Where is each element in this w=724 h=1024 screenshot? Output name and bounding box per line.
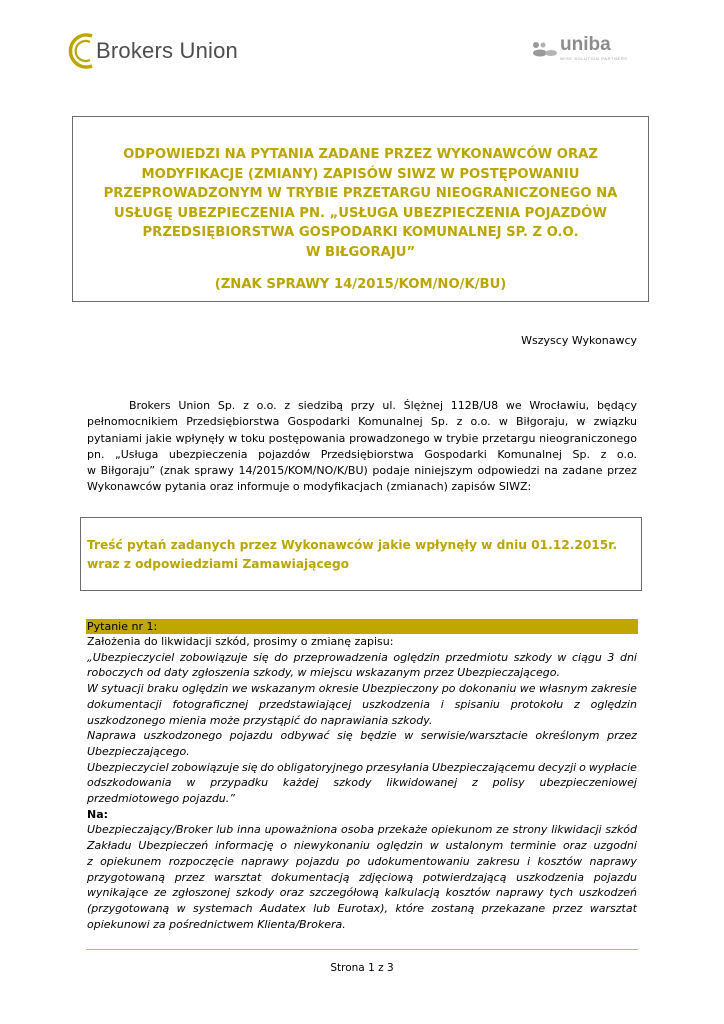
title-line: ODPOWIEDZI NA PYTANIA ZADANE PRZEZ WYKONAWCÓW ORAZ: [123, 147, 598, 162]
uniba-logo-text: uniba: [560, 34, 611, 55]
uniba-logo-tagline: WISE SOLUTION PARTNERS: [560, 56, 628, 61]
uniba-logo-mark-icon: [532, 41, 558, 57]
question-line: przedmiotowego pojazdu.”: [87, 792, 235, 806]
intro-line: w Biłgoraju” (znak sprawy 14/2015/KOM/NO/K/BU) podaje niniejszym odpowiedzi na zadane przez: [87, 464, 637, 478]
title-line: MODYFIKACJE (ZMIANY) ZAPISÓW SIWZ W POSTĘPOWANIU: [141, 166, 580, 182]
intro-line: pn. „Usługa ubezpieczenia pojazdów Przedsiębiorstwa Gospodarki Komunalnej Sp. z o.o.: [87, 447, 637, 461]
question-line: Założenia do likwidacji szkód, prosimy o zmianę zapisu:: [87, 635, 394, 648]
brokers-union-logo-mark-icon: [66, 32, 96, 70]
page-number: Strona 1 z 3: [330, 962, 394, 974]
question-body: [87, 634, 637, 932]
questions-heading: [87, 536, 617, 573]
intro-paragraph: [87, 398, 637, 496]
brokers-union-logo-text: Brokers Union: [96, 38, 238, 63]
question-line: Ubezpieczającego.: [87, 744, 190, 758]
title-line: USŁUGĘ UBEZPIECZENIA PN. „USŁUGA UBEZPIECZENIA POJAZDÓW: [114, 205, 607, 221]
question-line: odszkodowania w przypadku każdej szkody likwidowanej z polisy ubezpieczeniowej: [87, 776, 637, 790]
answer-line: z opiekunem rozpoczęcie naprawy pojazdu po udokumentowaniu zakresu i kosztów naprawy: [87, 854, 637, 868]
brokers-union-logo: [66, 32, 236, 70]
title-line: PRZEPROWADZONYM W TRYBIE PRZETARGU NIEOGRANICZONEGO NA: [103, 186, 618, 202]
question-line: W sytuacji braku oględzin we wskazanym okresie Ubezpieczony po dokonaniu we własnym zakresie: [87, 682, 637, 696]
intro-line: Wykonawców pytania oraz informuje o modyfikacjach (zmianach) zapisów SIWZ:: [87, 480, 532, 494]
answer-line: przygotowaną przez warsztat dokumentacją zdjęciową potwierdzającą uszkodzenia pojazdu: [87, 870, 637, 884]
question-heading-bar: Pytanie nr 1:: [86, 619, 638, 634]
title-line: W BIŁGORAJU”: [305, 244, 416, 260]
questions-heading-line: wraz z odpowiedziami Zamawiającego: [87, 556, 350, 571]
intro-line: pełnomocnikiem Przedsiębiorstwa Gospodarki Komunalnej Sp. z o.o. w Biłgoraju, w związku: [87, 415, 637, 429]
title-line: PRZEDSIĘBIORSTWA GOSPODARKI KOMUNALNEJ SP. Z O.O.: [142, 225, 579, 241]
questions-heading-line: Treść pytań zadanych przez Wykonawców jakie wpłynęły w dniu 01.12.2015r.: [87, 538, 618, 552]
question-line: „Ubezpieczyciel zobowiązuje się do przeprowadzenia oględzin przedmiotu szkody w ciągu 3 dni: [87, 650, 637, 664]
question-line: Naprawa uszkodzonego pojazdu odbywać się będzie w serwisie/warsztacie określonym przez: [87, 729, 637, 743]
footer-divider: [86, 949, 638, 950]
answer-label: Na:: [87, 807, 109, 821]
answer-line: Ubezpieczający/Broker lub inna upoważniona osoba przekaże opiekunom ze strony likwidacji szkód: [87, 823, 637, 837]
answer-line: (przygotowaną w systemach Audatex lub Eurotax), które zostaną przekazane przez warsztat: [87, 901, 637, 915]
question-line: uszkodzonego mienia może przystąpić do naprawiania szkody.: [87, 713, 433, 727]
question-line: dokumentacji fotograficznej przedstawiającej uszkodzenia i spisaniu protokołu z oględzin: [87, 697, 637, 711]
intro-line: Brokers Union Sp. z o.o. z siedzibą przy ul. Ślężnej 112B/U8 we Wrocławiu, będący: [129, 399, 637, 412]
answer-line: wynikające ze zgłoszonej szkody oraz szczegółową kalkulacją kosztów naprawy tych uszkodzeń: [87, 886, 637, 900]
question-line: Ubezpieczyciel zobowiązuje się do obligatoryjnego przesyłania Ubezpieczającemu decyzji o wypłacie: [87, 760, 637, 774]
case-number: (ZNAK SPRAWY 14/2015/KOM/NO/K/BU): [214, 277, 507, 292]
document-title: [73, 145, 648, 263]
answer-line: Zakładu Ubezpieczeń informację o niewykonaniu oględzin w ustalonym terminie oraz uzgodni: [87, 839, 637, 853]
questions-heading-box: [80, 517, 642, 591]
uniba-logo: [532, 34, 632, 64]
question-line: roboczych od daty zgłoszenia szkody, w miejscu wskazanym przez Ubezpieczającego.: [87, 666, 560, 680]
answer-line: opiekunowi za pośrednictwem Klienta/Brokera.: [87, 917, 346, 931]
intro-line: pytaniami jakie wpłynęły w toku postępowania prowadzonego w trybie przetargu nieograniczonego: [87, 431, 637, 445]
document-title-box: [72, 116, 649, 302]
addressee: Wszyscy Wykonawcy: [521, 334, 637, 347]
